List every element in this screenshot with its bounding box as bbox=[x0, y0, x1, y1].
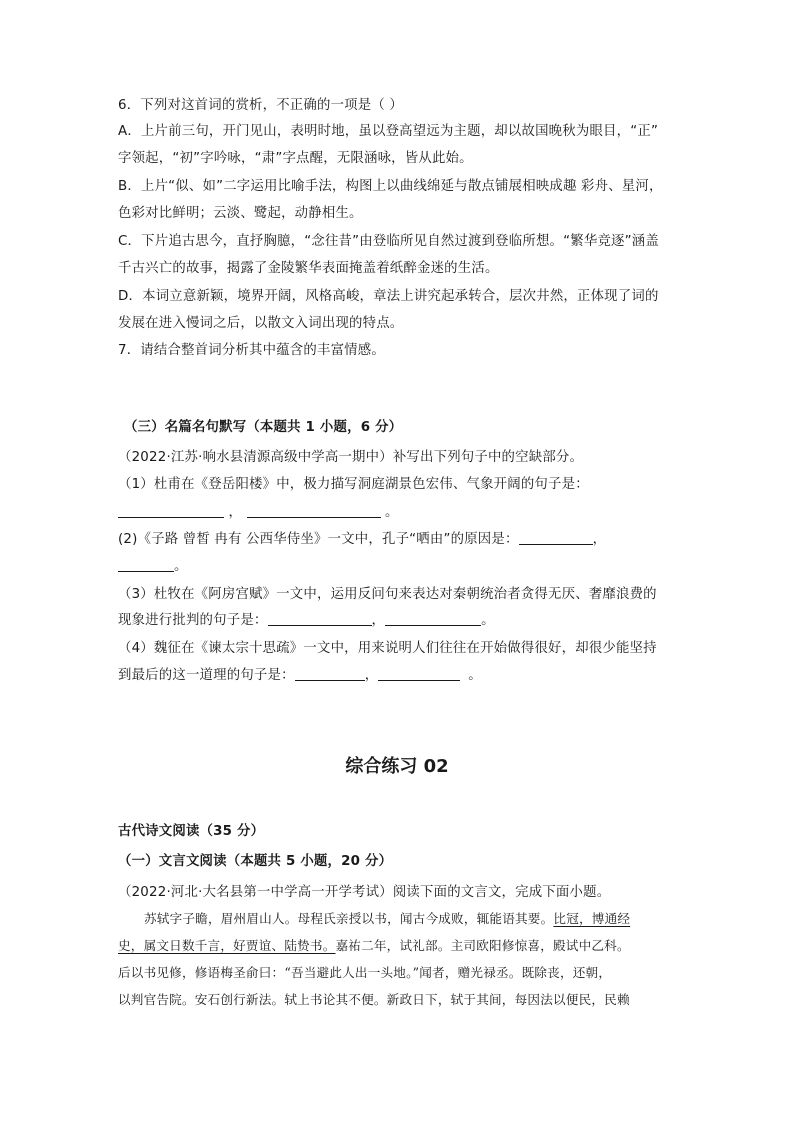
q6-option-a-line2: 字领起，“初”字吟咏，“肃”字点醒，无限涵咏，皆从此始。 bbox=[118, 151, 473, 166]
answer-blank[interactable] bbox=[247, 503, 381, 518]
q6-option-c-line1: C．下片追古思今，直抒胸臆，“念往昔”由登临所见自然过渡到登临所想。“繁华竞逐”涵盖 bbox=[118, 234, 659, 249]
passage-line1: 苏轼字子瞻，眉州眉山人。母程氏亲授以书，闻古今成败，辄能语其要。比冠，博通经 bbox=[144, 911, 631, 926]
q6-option-d-line2: 发展在进入慢词之后，以散文入词出现的特点。 bbox=[118, 316, 404, 331]
section3-item3-line2: 现象进行批判的句子是： ， 。 bbox=[118, 613, 495, 628]
section3-item1: （1）杜甫在《登岳阳楼》中，极力描写洞庭湖景色宏伟、气象开阔的句子是： bbox=[118, 477, 589, 492]
passage-line4: 以判官告院。安石创行新法。轼上书论其不便。新政日下，轼于其间，每因法以便民，民赖 bbox=[118, 992, 630, 1007]
passage-line3: 后以书见修，修语梅圣俞曰：“吾当避此人出一头地。”闻者，赠光禄丞。既除丧，还朝， bbox=[118, 965, 612, 980]
q6-option-c-line2: 千古兴亡的故事，揭露了金陵繁华表面掩盖着纸醉金迷的生活。 bbox=[118, 261, 499, 276]
section3-item3-line1: （3）杜牧在《阿房宫赋》一文中，运用反问句来表达对秦朝统治者贪得无厌、奢靡浪费的 bbox=[118, 587, 657, 602]
q6-option-b-line2: 色彩对比鲜明；云淡、鹭起，动静相生。 bbox=[118, 206, 363, 221]
section3-item2: (2)《子路 曾皙 冉有 公西华侍坐》一文中，孔子“哂由”的原因是： ， bbox=[118, 532, 607, 547]
answer-blank[interactable] bbox=[519, 530, 593, 545]
section1-source: （2022·河北·大名县第一中学高一开学考试）阅读下面的文言文，完成下面小题。 bbox=[118, 885, 611, 900]
answer-blank[interactable] bbox=[378, 666, 460, 681]
answer-blank[interactable] bbox=[295, 666, 365, 681]
answer-blank[interactable] bbox=[268, 611, 372, 626]
q6-option-b-line1: B．上片“似、如”二字运用比喻手法，构图上以曲线绵延与散点铺展相映成趣 彩舟、星河， bbox=[118, 179, 663, 194]
section3-heading: （三）名篇名句默写（本题共 1 小题，6 分） bbox=[124, 420, 403, 435]
section3-source: （2022·江苏·响水县清源高级中学高一期中）补写出下列句子中的空缺部分。 bbox=[118, 450, 584, 465]
section3-item1-answer-row: ， 。 bbox=[118, 503, 399, 523]
section3-item2-answer-row: 。 bbox=[118, 557, 188, 577]
answer-blank[interactable] bbox=[385, 611, 481, 626]
section3-item4-line2: 到最后的这一道理的句子是： ， 。 bbox=[118, 668, 482, 683]
q7-stem: 7．请结合整首词分析其中蕴含的丰富情感。 bbox=[118, 343, 385, 358]
answer-blank[interactable] bbox=[118, 557, 174, 572]
part-heading: 古代诗文阅读（35 分） bbox=[118, 824, 265, 839]
q6-stem: 6．下列对这首词的赏析，不正确的一项是（ ） bbox=[118, 98, 403, 113]
q6-option-d-line1: D．本词立意新颖，境界开阔，风格高峻，章法上讲究起承转合，层次井然，正体现了词的 bbox=[118, 289, 659, 304]
section3-item4-line1: （4）魏征在《谏太宗十思疏》一文中，用来说明人们往往在开始做得很好，却很少能坚持 bbox=[118, 641, 657, 656]
passage-line2: 史，属文日数千言，好贾谊、陆贽书。嘉祐二年，试礼部。主司欧阳修惊喜，殿试中乙科。 bbox=[118, 938, 630, 953]
section1-heading: （一）文言文阅读（本题共 5 小题，20 分） bbox=[118, 854, 393, 869]
practice-title: 综合练习 02 bbox=[345, 756, 449, 777]
answer-blank[interactable] bbox=[118, 503, 224, 518]
q6-option-a-line1: A．上片前三句，开门见山，表明时地，虽以登高望远为主题，却以故国晚秋为眼目，“正” bbox=[118, 124, 659, 139]
